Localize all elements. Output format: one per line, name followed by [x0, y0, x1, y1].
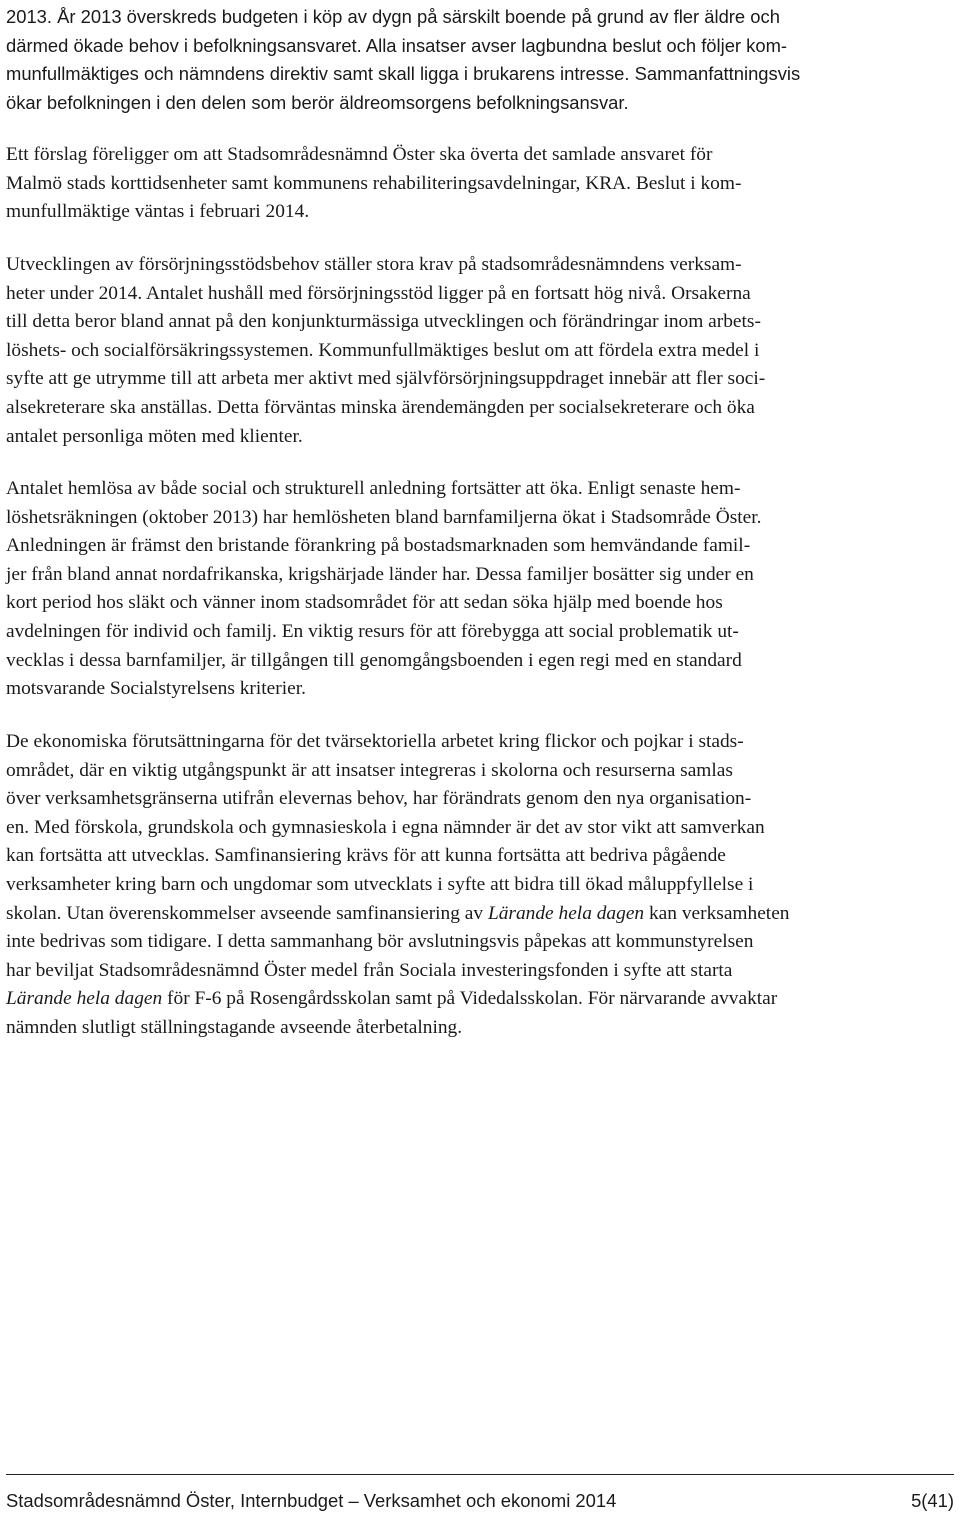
text-line: Antalet hemlösa av både social och strukturell anledning fortsätter att öka. Enligt senaste hem- — [6, 478, 741, 499]
text-line: Malmö stads korttidsenheter samt kommunens rehabiliteringsavdelningar, KRA. Beslut i kom- — [6, 172, 742, 194]
text-line: över verksamhetsgränserna utifrån elevernas behov, har förändrats genom den nya organisation- — [6, 788, 752, 810]
text-segment: för F-6 på Rosengårdsskolan samt på Videdalsskolan. För närvarande avvaktar — [162, 988, 778, 1010]
text-line: avdelningen för individ och familj. En viktig resurs för att förebygga att social problematik ut- — [6, 620, 739, 642]
text-line: Ett förslag föreligger om att Stadsområdesnämnd Öster ska överta det samlade ansvaret för — [6, 144, 713, 165]
text-line: jer från bland annat nordafrikanska, krigshärjade länder har. Dessa familjer bosätter sig under en — [6, 563, 754, 585]
text-line — [6, 900, 790, 929]
text-line: 2013. År 2013 överskreds budgeten i köp av dygn på särskilt boende på grund av fler äldre och — [6, 6, 780, 27]
text-line: kort period hos släkt och vänner inom stadsområdet för att sedan söka hjälp med boende hos — [6, 592, 723, 614]
text-line: löshets- och socialförsäkringssystemen. Kommunfullmäktiges beslut om att fördela extra medel i — [6, 339, 760, 361]
text-line: heter under 2014. Antalet hushåll med försörjningsstöd ligger på en fortsatt hög nivå. Orsakerna — [6, 282, 751, 304]
document-page — [6, 0, 954, 1521]
text-line: nämnden slutligt ställningstagande avseende återbetalning. — [6, 1016, 463, 1038]
text-line: Utvecklingen av försörjningsstödsbehov ställer stora krav på stadsområdesnämndens verksam- — [6, 254, 742, 275]
page-number: 5(41) — [911, 1490, 954, 1511]
text-line: löshetsräkningen (oktober 2013) har hemlösheten bland barnfamiljerna ökat i Stadsområde Öster. — [6, 506, 762, 528]
text-line: därmed ökade behov i befolkningsansvaret. Alla insatser avser lagbundna beslut och följer kom- — [6, 34, 788, 56]
footer-document-title: Stadsområdesnämnd Öster, Internbudget – Verksamhet och ekonomi 2014 — [6, 1490, 617, 1511]
text-line: kan fortsätta att utvecklas. Samfinansiering krävs för att kunna fortsätta att bedriva pågående — [6, 845, 726, 867]
text-line: ökar befolkningen i den delen som berör äldreomsorgens befolkningsansvar. — [6, 91, 629, 113]
text-line: motsvarande Socialstyrelsens kriterier. — [6, 678, 306, 700]
text-line: området, där en viktig utgångspunkt är att insatser integreras i skolorna och resurserna samlas — [6, 759, 733, 781]
paragraph-homelessness — [6, 475, 762, 704]
text-segment: skolan. Utan överenskommelser avseende samfinansiering av — [6, 902, 488, 924]
paragraph-short-term-care — [6, 141, 741, 227]
program-title: Lärande hela dagen — [6, 988, 163, 1010]
text-line: Anledningen är främst den bristande förankring på bostadsmarknaden som hemvändande famil- — [6, 535, 751, 557]
text-line: munfullmäktiges och nämndens direktiv samt skall ligga i brukarens intresse. Sammanfattningsvis — [6, 63, 801, 85]
text-line: antalet personliga möten med klienter. — [6, 425, 303, 447]
paragraph-elderly-care — [6, 3, 800, 117]
text-line: verksamheter kring barn och ungdomar som utvecklats i syfte att bidra till ökad måluppfyllelse i — [6, 873, 754, 895]
text-segment: kan verksamheten — [644, 902, 790, 924]
text-line: munfullmäktige väntas i februari 2014. — [6, 201, 310, 223]
text-line: har beviljat Stadsområdesnämnd Öster medel från Sociala investeringsfonden i syfte att starta — [6, 959, 733, 981]
text-line — [6, 985, 790, 1014]
text-line: en. Med förskola, grundskola och gymnasieskola i egna nämnder är det av stor vikt att samverkan — [6, 816, 765, 838]
text-line: alsekreterare ska anställas. Detta förväntas minska ärendemängden per socialsekreterare och öka — [6, 396, 755, 418]
paragraph-income-support — [6, 251, 765, 451]
text-line: vecklas i dessa barnfamiljer, är tillgången till genomgångsboenden i egen regi med en standard — [6, 649, 742, 671]
text-line: till detta beror bland annat på den konjunkturmässiga utvecklingen och förändringar inom arbets- — [6, 311, 761, 333]
text-line: De ekonomiska förutsättningarna för det tvärsektoriella arbetet kring flickor och pojkar i stads- — [6, 731, 744, 752]
paragraph-cross-sector-work — [6, 728, 790, 1043]
page-footer — [6, 1474, 954, 1511]
text-line: inte bedrivas som tidigare. I detta sammanhang bör avslutningsvis påpekas att kommunstyrelsen — [6, 931, 754, 953]
text-line: syfte att ge utrymme till att arbeta mer aktivt med självförsörjningsuppdraget innebär att fler soci- — [6, 368, 766, 390]
program-title: Lärande hela dagen — [487, 902, 645, 924]
